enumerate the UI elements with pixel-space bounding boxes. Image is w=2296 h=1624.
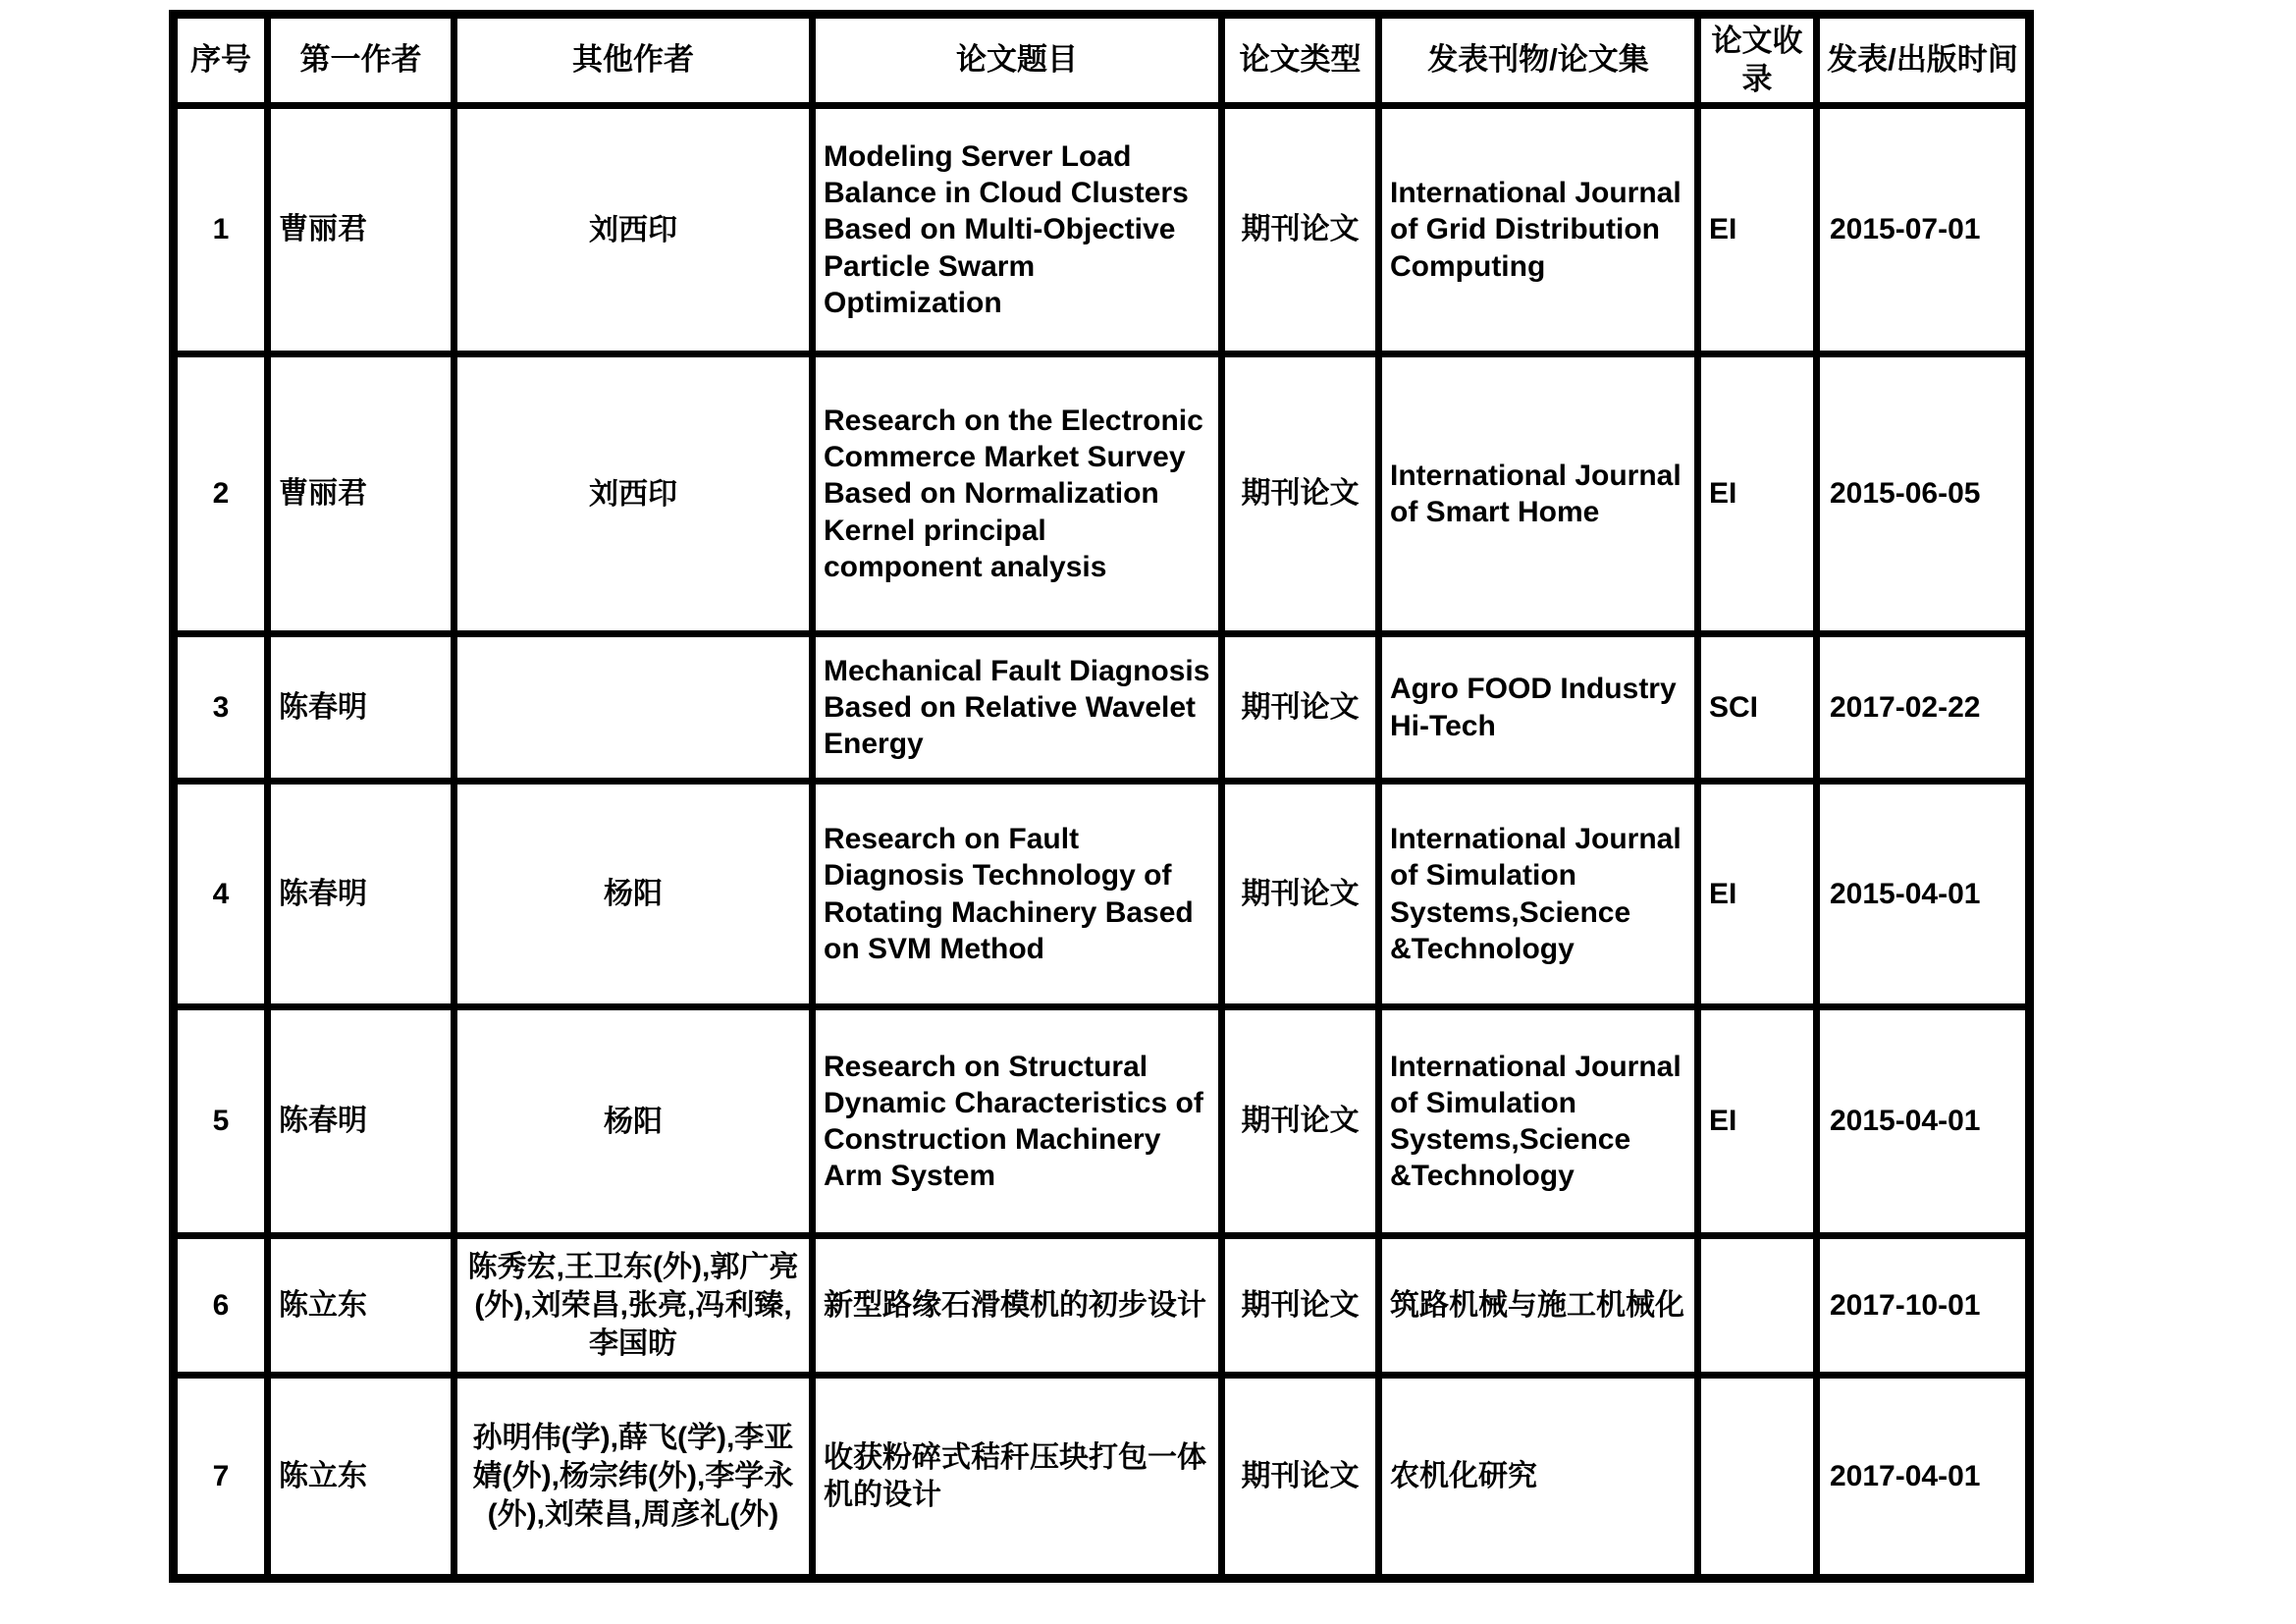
cell-index: 3: [174, 634, 268, 782]
cell-index: 5: [174, 1007, 268, 1236]
cell-paper-type: 期刊论文: [1222, 1236, 1379, 1376]
cell-publish-date: 2015-04-01: [1817, 1007, 2030, 1236]
cell-paper-title: Research on the Electronic Commerce Market Survey Based on Normalization Kernel principal component analysis: [813, 354, 1222, 634]
cell-publish-date: 2017-02-22: [1817, 634, 2030, 782]
table-row: [174, 354, 2030, 634]
header-paper-type: 论文类型: [1222, 15, 1379, 106]
cell-paper-title: Research on Structural Dynamic Characteristics of Construction Machinery Arm System: [813, 1007, 1222, 1236]
cell-publish-date: 2017-04-01: [1817, 1376, 2030, 1579]
cell-publish-date: 2015-06-05: [1817, 354, 2030, 634]
header-other-authors: 其他作者: [454, 15, 813, 106]
cell-paper-type: 期刊论文: [1222, 106, 1379, 354]
table-row: [174, 634, 2030, 782]
cell-first-author: 陈春明: [268, 782, 454, 1007]
cell-paper-type: 期刊论文: [1222, 354, 1379, 634]
cell-paper-type: 期刊论文: [1222, 1376, 1379, 1579]
cell-paper-type: 期刊论文: [1222, 634, 1379, 782]
cell-indexing: EI: [1698, 1007, 1817, 1236]
cell-other-authors: 刘西印: [454, 354, 813, 634]
header-journal: 发表刊物/论文集: [1379, 15, 1698, 106]
cell-paper-title: Research on Fault Diagnosis Technology of Rotating Machinery Based on SVM Method: [813, 782, 1222, 1007]
table-row: [174, 106, 2030, 354]
cell-indexing: [1698, 1236, 1817, 1376]
table-row: [174, 1236, 2030, 1376]
cell-index: 6: [174, 1236, 268, 1376]
cell-journal: International Journal of Simulation Systems,Science &Technology: [1379, 782, 1698, 1007]
table-row: [174, 1376, 2030, 1579]
table-row: [174, 1007, 2030, 1236]
cell-journal: International Journal of Grid Distribution Computing: [1379, 106, 1698, 354]
cell-index: 1: [174, 106, 268, 354]
header-paper-title: 论文题目: [813, 15, 1222, 106]
cell-journal: 筑路机械与施工机械化: [1379, 1236, 1698, 1376]
cell-first-author: 陈春明: [268, 634, 454, 782]
cell-paper-title: Mechanical Fault Diagnosis Based on Relative Wavelet Energy: [813, 634, 1222, 782]
cell-index: 2: [174, 354, 268, 634]
cell-other-authors: [454, 634, 813, 782]
cell-publish-date: 2015-07-01: [1817, 106, 2030, 354]
cell-indexing: [1698, 1376, 1817, 1579]
header-index: 序号: [174, 15, 268, 106]
cell-journal: International Journal of Smart Home: [1379, 354, 1698, 634]
cell-first-author: 陈立东: [268, 1376, 454, 1579]
cell-indexing: EI: [1698, 782, 1817, 1007]
cell-indexing: EI: [1698, 106, 1817, 354]
cell-other-authors: 杨阳: [454, 782, 813, 1007]
cell-paper-title: 收获粉碎式秸秆压块打包一体机的设计: [813, 1376, 1222, 1579]
cell-journal: 农机化研究: [1379, 1376, 1698, 1579]
cell-paper-type: 期刊论文: [1222, 1007, 1379, 1236]
cell-journal: Agro FOOD Industry Hi-Tech: [1379, 634, 1698, 782]
cell-first-author: 陈春明: [268, 1007, 454, 1236]
cell-publish-date: 2015-04-01: [1817, 782, 2030, 1007]
cell-other-authors: 刘西印: [454, 106, 813, 354]
table-row: [174, 782, 2030, 1007]
cell-publish-date: 2017-10-01: [1817, 1236, 2030, 1376]
cell-first-author: 曹丽君: [268, 106, 454, 354]
cell-paper-type: 期刊论文: [1222, 782, 1379, 1007]
cell-first-author: 陈立东: [268, 1236, 454, 1376]
header-first-author: 第一作者: [268, 15, 454, 106]
cell-index: 4: [174, 782, 268, 1007]
cell-other-authors: 杨阳: [454, 1007, 813, 1236]
header-indexing: 论文收录: [1698, 15, 1817, 106]
header-row: [174, 15, 2030, 106]
cell-indexing: SCI: [1698, 634, 1817, 782]
cell-journal: International Journal of Simulation Systems,Science &Technology: [1379, 1007, 1698, 1236]
cell-other-authors: 陈秀宏,王卫东(外),郭广亮(外),刘荣昌,张亮,冯利臻,李国昉: [454, 1236, 813, 1376]
cell-first-author: 曹丽君: [268, 354, 454, 634]
cell-indexing: EI: [1698, 354, 1817, 634]
cell-other-authors: 孙明伟(学),薛飞(学),李亚婧(外),杨宗纬(外),李学永(外),刘荣昌,周彦礼(外): [454, 1376, 813, 1579]
header-publish-date: 发表/出版时间: [1817, 15, 2030, 106]
cell-index: 7: [174, 1376, 268, 1579]
papers-table: [169, 10, 2034, 1583]
cell-paper-title: Modeling Server Load Balance in Cloud Clusters Based on Multi-Objective Particle Swarm Optimization: [813, 106, 1222, 354]
cell-paper-title: 新型路缘石滑模机的初步设计: [813, 1236, 1222, 1376]
